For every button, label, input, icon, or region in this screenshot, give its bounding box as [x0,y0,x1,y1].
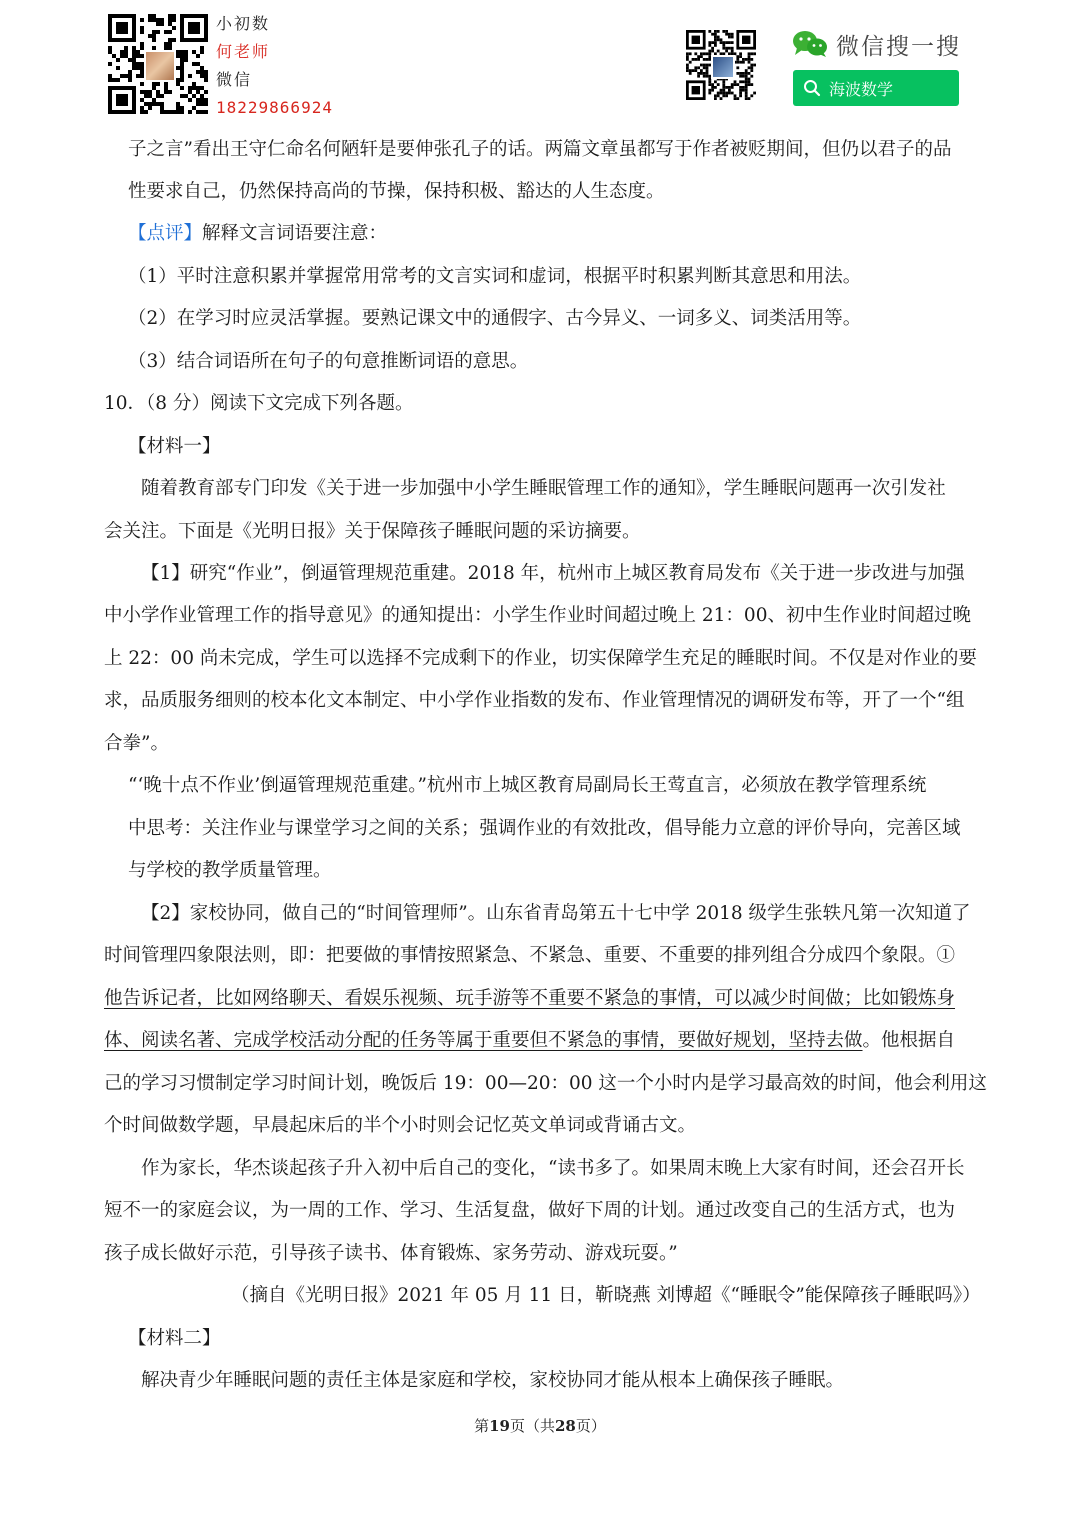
search-icon [803,79,821,97]
page-number: 19 [489,1417,510,1435]
contact-line-3: 微信 [216,70,253,89]
section-heading: 【材料一】 [128,436,221,457]
wechat-search-button[interactable] [793,70,959,106]
wechat-search-label: 海波数学 [829,79,894,99]
wechat-search-title: 微信搜一搜 [836,34,961,60]
text-line: 【1】研究“作业”，倒逼管理规范重建。2018 年，杭州市上城区教育局发布《关于进一步改进与加强 [141,563,965,584]
contact-name: 何老师 [216,42,271,61]
text-line: 与学校的教学质量管理。 [128,860,332,881]
underlined-line: 他告诉记者，比如网络聊天、看娱乐视频、玩手游等不重要不紧急的事情，可以减少时间做；比如锻炼身 [104,988,956,1009]
text-line: 上 22：00 尚未完成，学生可以选择不完成剩下的作业，切实保障学生充足的睡眠时间。不仅是对作业的要 [104,648,977,669]
text-line: 个时间做数学题，早晨起床后的半个小时则会记忆英文单词或背诵古文。 [104,1115,697,1136]
text-line: 孩子成长做好示范，引导孩子读书、体育锻炼、家务劳动、游戏玩耍。” [104,1243,678,1264]
comment-text: 解释文言词语要注意： [202,223,388,244]
text-line: 性要求自己，仍然保持高尚的节操，保持积极、豁达的人生态度。 [128,181,665,202]
footer-suffix: 页） [575,1417,606,1435]
text-line: 短不一的家庭会议，为一周的工作、学习、生活复盘，做好下周的计划。通过改变自己的生活方式，也为 [104,1200,956,1221]
text-line: “‘晚十点不作业’倒逼管理规范重建。”杭州市上城区教育局副局长王莺直言，必须放在教学管理系统 [128,775,927,796]
text-line: 作为家长，华杰谈起孩子升入初中后自己的变化，“读书多了。如果周末晚上大家有时间，还会召开长 [141,1158,965,1179]
wechat-logo-icon [792,30,828,58]
text-line: 时间管理四象限法则，即：把要做的事情按照紧急、不紧急、重要、不重要的排列组合分成四个象限。① [104,945,956,966]
avatar [144,50,176,82]
footer-prefix: 第 [474,1417,490,1435]
comment-tag: 【点评】 [128,223,203,244]
page-header [0,0,1080,125]
text-line: 求，品质服务细则的校本化文本制定、中小学作业指数的发布、作业管理情况的调研发布等，开了一个“组 [104,690,965,711]
text-line: （1）平时注意积累并掌握常用常考的文言实词和虚词，根据平时积累判断其意思和用法。 [128,266,862,287]
qr-code-icon [686,30,756,100]
text-line: 己的学习习惯制定学习时间计划，晚饭后 19：00—20：00 这一个小时内是学习最高效的时间，他会利用这 [104,1073,987,1094]
contact-info [216,10,333,122]
qr-code-icon [108,14,208,114]
underlined-text: 体、阅读名著、完成学校活动分配的任务等属于重要但不紧急的事情，要做好规划，坚持去做 [104,1030,863,1051]
text-line: （2）在学习时应灵活掌握。要熟记课文中的通假字、古今异义、一词多义、词类活用等。 [128,308,862,329]
question-title: 10．（8 分）阅读下文完成下列各题。 [104,393,414,414]
text-line: 解决青少年睡眠问题的责任主体是家庭和学校，家校协同才能从根本上确保孩子睡眠。 [141,1370,845,1391]
text-line [104,1028,955,1054]
qr-center-image [711,55,735,79]
text-line: 中思考：关注作业与课堂学习之间的关系；强调作业的有效批改，倡导能力立意的评价导向，完善区域 [128,818,961,839]
page-footer [0,1415,1080,1436]
text-line: 【2】家校协同，做自己的“时间管理师”。山东省青岛第五十七中学 2018 级学生张轶凡第一次知道了 [141,903,971,924]
line-tail: 。他根据自 [862,1030,956,1051]
source-citation: （摘自《光明日报》2021 年 05 月 11 日，靳晓燕 刘博超《“睡眠令”能保障孩子睡眠吗》） [231,1285,981,1306]
contact-line-1: 小初数 [216,14,271,33]
text-line: 随着教育部专门印发《关于进一步加强中小学生睡眠管理工作的通知》，学生睡眠问题再一次引发社 [141,478,946,499]
text-line: 中小学作业管理工作的指导意见》的通知提出：小学生作业时间超过晚上 21：00、初中生作业时间超过晚 [104,605,971,626]
comment-line [128,221,387,247]
section-heading: 【材料二】 [128,1328,221,1349]
page-total: 28 [555,1417,576,1435]
contact-phone: 18229866924 [216,98,333,117]
text-line: 合拳”。 [104,733,169,754]
text-line: 会关注。下面是《光明日报》关于保障孩子睡眠问题的采访摘要。 [104,521,641,542]
text-line: 子之言”看出王守仁命名何陋轩是要伸张孔子的话。两篇文章虽都写于作者被贬期间，但仍以君子的品 [128,139,952,160]
footer-mid: 页（共 [509,1417,555,1435]
text-line: （3）结合词语所在句子的句意推断词语的意思。 [128,351,529,372]
